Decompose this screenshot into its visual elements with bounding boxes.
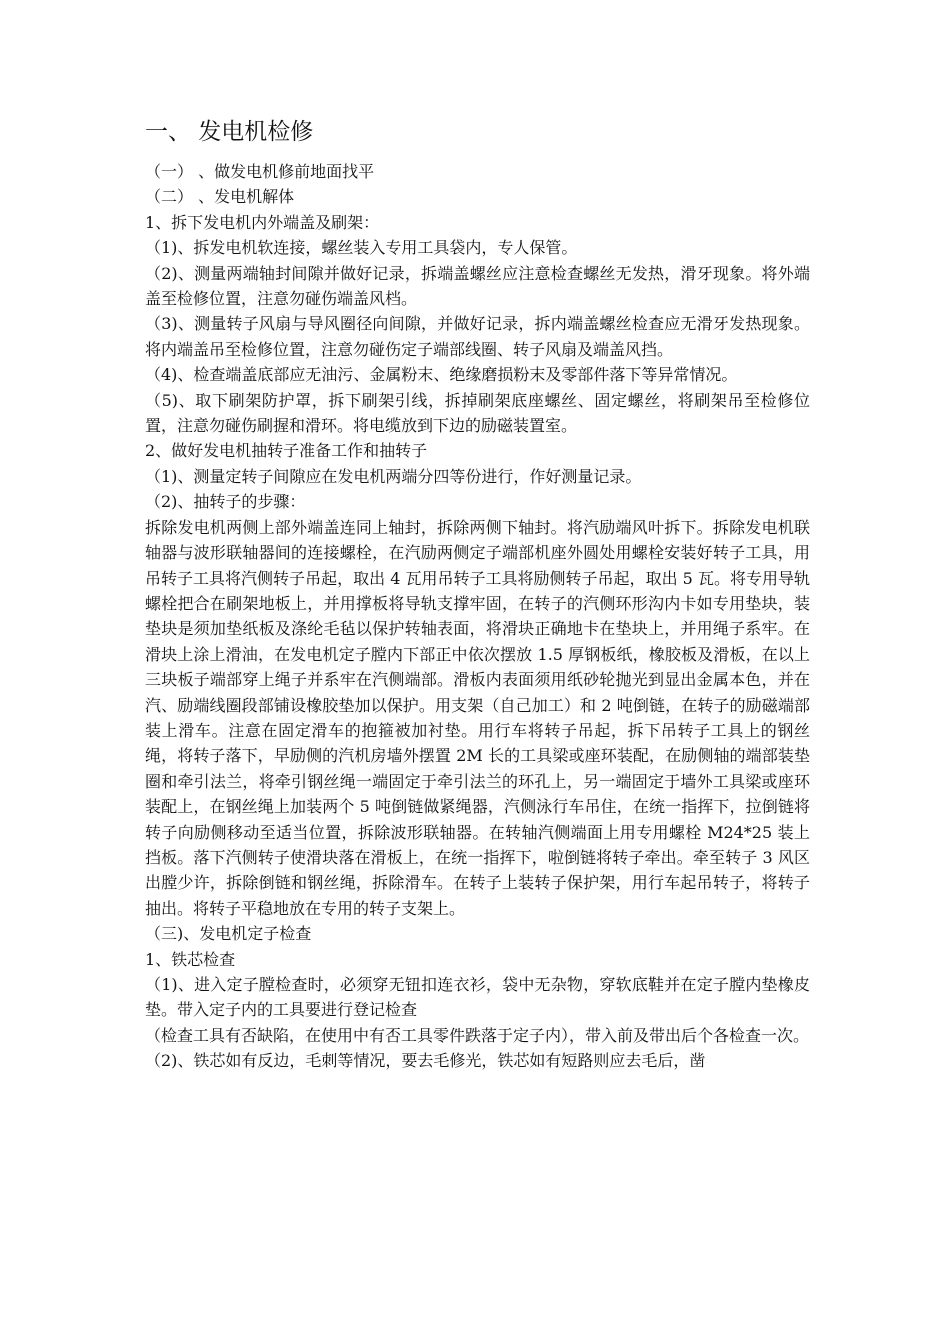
paragraph: （2)、抽转子的步骤： <box>145 492 306 512</box>
paragraph: （3)、测量转子风扇与导风圈径向间隙，并做好记录，拆内端盖螺丝检查应无滑牙发热现象。将内端盖吊至检修位置，注意勿碰伤定子端部线圈、转子风扇及端盖风挡。 <box>145 314 810 359</box>
paragraph: （2)、测量两端轴封间隙并做好记录，拆端盖螺丝应注意检查螺丝无发热，滑牙现象。将外端盖至检修位置，注意勿碰伤端盖风档。 <box>145 263 810 309</box>
paragraph: （1)、进入定子膛检查时，必须穿无钮扣连衣衫，袋中无杂物，穿软底鞋并在定子膛内垫橡皮垫。带入定子内的工具要进行登记检查 <box>145 975 810 1020</box>
paragraph: （1)、测量定转子间隙应在发电机两端分四等份进行，作好测量记录。 <box>145 466 642 486</box>
paragraph: （一） 、做发电机修前地面找平 <box>145 162 375 181</box>
paragraph: （2)、铁芯如有反边，毛刺等情况，要去毛修光，铁芯如有短路则应去毛后，凿 <box>145 1051 706 1071</box>
paragraph: （检查工具有否缺陷，在使用中有否工具零件跌落于定子内），带入前及带出后个各检查一次。 <box>145 1025 810 1045</box>
paragraph: （5)、取下刷架防护罩，拆下刷架引线，拆掉刷架底座螺丝、固定螺丝，将刷架吊至检修位置，注意勿碰伤刷握和滑环。将电缆放到下边的励磁装置室。 <box>145 390 810 436</box>
section-title: 一、 发电机检修 <box>145 119 314 145</box>
paragraph: （三)、发电机定子检查 <box>145 924 312 944</box>
paragraph: 1、拆下发电机内外端盖及刷架： <box>145 212 380 232</box>
paragraph: （二） 、发电机解体 <box>145 187 295 207</box>
paragraph: 2、做好发电机抽转子准备工作和抽转子 <box>145 441 428 461</box>
document-page <box>145 115 810 1074</box>
paragraph: 1、铁芯检查 <box>145 949 236 969</box>
paragraph: （1)、拆发电机软连接，螺丝装入专用工具袋内，专人保管。 <box>145 238 578 258</box>
paragraph: 拆除发电机两侧上部外端盖连同上轴封，拆除两侧下轴封。将汽励端风叶拆下。拆除发电机联轴器与波形联轴器间的连接螺栓，在汽励两侧定子端部机座外圆处用螺栓安装好转子工具，用吊转子工具将汽侧转子吊起，取出 4 瓦用吊转子工具将励侧转子吊起，取出 5 瓦。将专用导轨螺栓把合在刷架地板上，并用撑板将导轨支撑牢固，在转子的汽侧环形沟内卡如专用垫块，装垫块是须加垫纸板及涤纶毛毡以保护转轴表面，将滑块正确地卡在垫块上，并用绳子系牢。在滑块上涂上滑油，在发电机定子膛内下部正中依次摆放 1.5 厚钢板纸，橡胶板及滑板，在以上三块板子端部穿上绳子并系牢在汽侧端部。滑板内表面须用纸砂轮抛光到显出金属本色，并在汽、励端线圈段部铺设橡胶垫加以保护。用支架（自己加工）和 2 吨倒链，在转子的励磁端部装上滑车。注意在固定滑车的抱箍被加衬垫。用行车将转子吊起，拆下吊转子工具上的钢丝绳，将转子落下，早励侧的汽机房墙外摆置 2M 长的工具梁或座环装配，在励侧轴的端部装垫圈和牵引法兰，将牵引钢丝绳一端固定于牵引法兰的环孔上，另一端固定于墙外工具梁或座环装配上，在钢丝绳上加装两个 5 吨倒链做紧绳器，汽侧泳行车吊住，在统一指挥下，拉倒链将转子向励侧移动至适当位置，拆除波形联轴器。在转轴汽侧端面上用专用螺栓 M24*25 装上挡板。落下汽侧转子使滑块落在滑板上，在统一指挥下，啦倒链将转子牵出。牵至转子 3 风区出膛少许，拆除倒链和钢丝绳，拆除滑车。在转子上装转子保护架，用行车起吊转子，将转子抽出。将转子平稳地放在专用的转子支架上。 <box>145 517 810 918</box>
paragraph: （4)、检查端盖底部应无油污、金属粉末、绝缘磨损粉末及零部件落下等异常情况。 <box>145 365 738 385</box>
